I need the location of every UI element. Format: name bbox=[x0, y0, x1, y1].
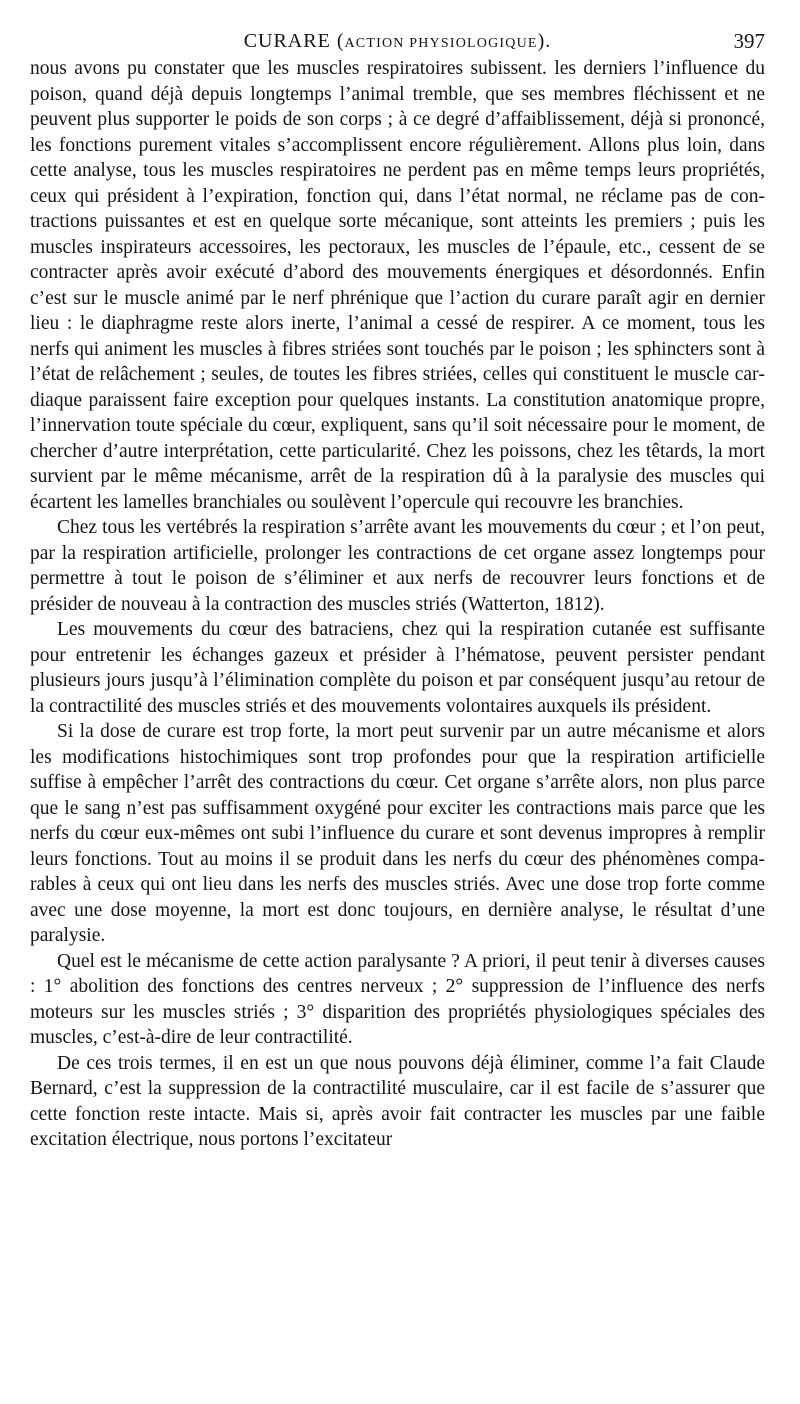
title-main: CURARE bbox=[243, 30, 331, 52]
paragraph: nous avons pu constater que les muscles respiratoires subissent. les derniers l’influence du poison, quand déjà depuis longtemps l’animal tremble, que ses membres fléchissent et ne peuvent plus supporter le poids de son corps ; à ce degré d’affaiblissement, déjà si prononcé, les fonctions purement vitales s’accomplissent encore régulièrement. Allons plus loin, dans cette analyse, tous les muscles respiratoires ne perdent pas en même temps leurs propriétés, ceux qui président à l’expiration, fonction qui, dans l’état normal, ne réclame pas de contractions puissantes et est en quelque sorte mécanique, sont atteints les premiers ; puis les muscles inspirateurs accessoires, les pectoraux, les muscles de l’épaule, etc., cessent de se contracter après avoir exécuté d’abord des mouvements énergiques et désordonnés. Enfin c’est sur le muscle animé par le nerf phrénique que l’action du curare paraît agir en dernier lieu : le diaphragme reste alors inerte, l’animal a cessé de respirer. A ce moment, tous les nerfs qui animent les muscles à fibres striées sont touchés par le poison ; les sphincters sont à l’état de relâchement ; seules, de toutes les fibres striées, celles qui constituent le muscle cardiaque paraissent faire exception pour quelques instants. La constitution anatomique propre, l’innervation toute spéciale du cœur, expliquent, sans qu’il soit nécessaire pour le moment, de chercher d’autre interprétation, cette particularité. Chez les poissons, chez les têtards, la mort survient par le même mécanisme, arrêt de la respiration dû à la paralysie des muscles qui écartent les lamelles branchiales ou soulèvent l’opercule qui recouvre les branchies. bbox=[30, 58, 765, 513]
paragraph: Les mouvements du cœur des batraciens, chez qui la respiration cutanée est suffisante pour entretenir les échanges gazeux et présider à l’hématose, peuvent persister pendant plusieurs jours jusqu’à l’élimination complète du poison et par conséquent jusqu’au retour de la contractilité des muscles striés et des mouvements volontaires auxquels ils président. bbox=[30, 619, 765, 717]
page-number: 397 bbox=[733, 29, 765, 53]
paragraph: Si la dose de curare est trop forte, la mort peut survenir par un autre mécanisme et alors les modifications histochimiques sont trop profondes pour que la respiration artificielle suffise à empêcher l’arrêt des contractions du cœur. Cet organe s’arrête alors, non plus parce que le sang n’est pas suffisamment oxygéné pour exciter les contractions mais parce que les nerfs du cœur eux-mêmes ont subi l’influence du curare et sont devenus impropres à remplir leurs fonctions. Tout au moins il se produit dans les nerfs du cœur des phénomènes comparables à ceux qui ont lieu dans les nerfs des muscles striés. Avec une dose trop forte comme avec une dose moyenne, la mort est donc toujours, en dernière analyse, le résultat d’une paralysie. bbox=[30, 721, 765, 946]
body-text bbox=[30, 56, 765, 1153]
paragraph: Quel est le mécanisme de cette action paralysante ? A priori, il peut tenir à diverses causes : 1° abolition des fonctions des centres nerveux ; 2° suppression de l’influence des nerfs moteurs sur les muscles striés ; 3° disparition des propriétés physiologiques spéciales des muscles, c’est-à-dire de leur contractilité. bbox=[30, 950, 765, 1048]
title-paren-close: ). bbox=[537, 30, 552, 52]
title-paren-open: ( bbox=[336, 30, 345, 52]
paragraph: Chez tous les vertébrés la respiration s’arrête avant les mouvements du cœur ; et l’on peut, par la respiration artificielle, prolonger les contractions de cet organe assez longtemps pour permettre à tout le poison de s’éliminer et aux nerfs de recouvrer leurs fonctions et de présider de nouveau à la contraction des muscles striés (Watterton, 1812). bbox=[30, 517, 765, 615]
paragraph: De ces trois termes, il en est un que nous pouvons déjà éliminer, comme l’a fait Claude Bernard, c’est la suppression de la contractilité musculaire, car il est facile de s’assurer que cette fonction reste intacte. Mais si, après avoir fait contracter les muscles par une faible excitation électrique, nous portons l’excitateur bbox=[30, 1052, 765, 1150]
running-title bbox=[30, 30, 765, 53]
document-page bbox=[30, 22, 765, 1153]
running-header bbox=[30, 22, 765, 56]
title-small-caps: ACTION PHYSIOLOGIQUE bbox=[344, 36, 538, 51]
